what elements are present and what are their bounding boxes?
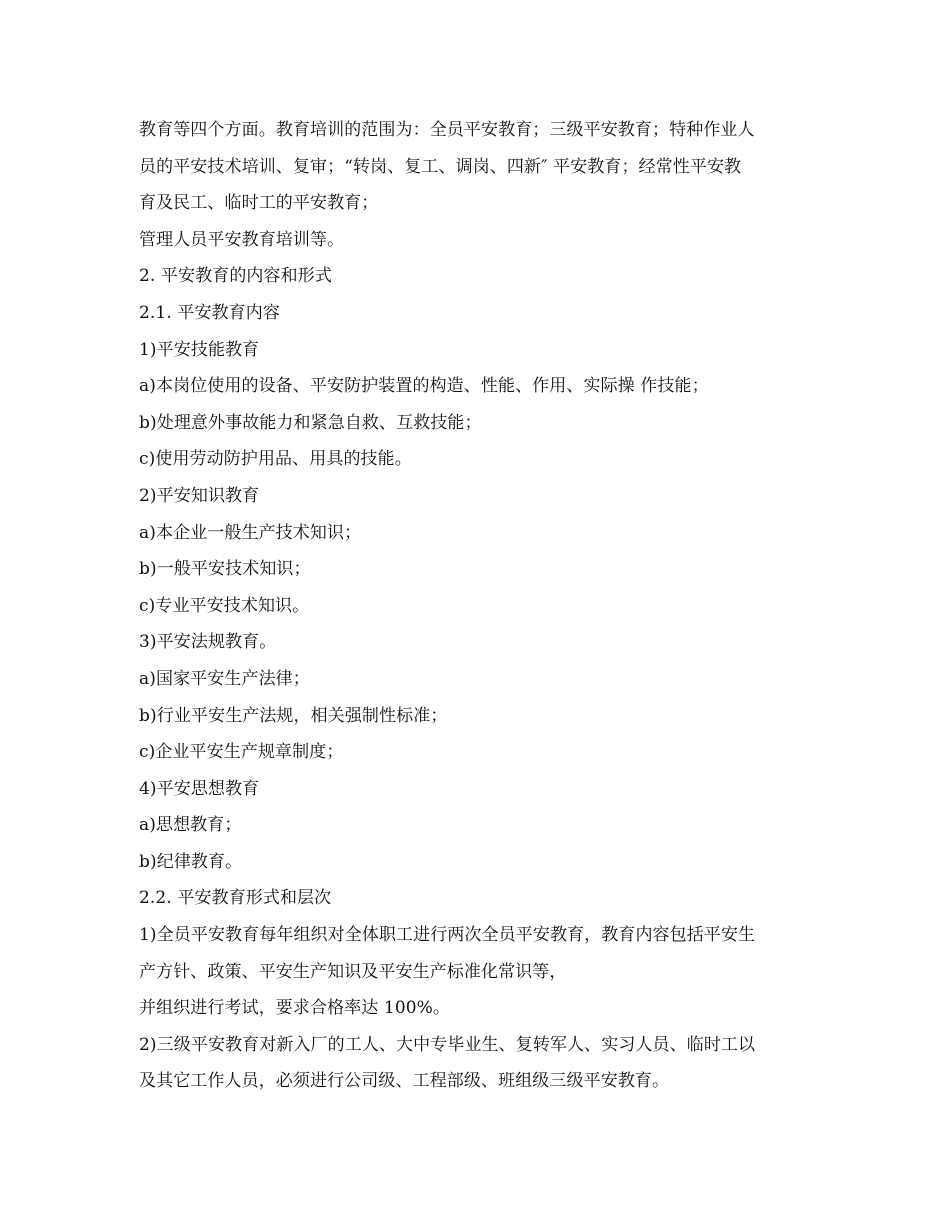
list-item: b)处理意外事故能力和紧急自救、互救技能； <box>139 412 482 433</box>
text-line: 2)三级平安教育对新入厂的工人、大中专毕业生、复转军人、实习人员、临时工以 <box>139 1034 756 1055</box>
list-item: a)本企业一般生产技术知识； <box>139 522 362 543</box>
list-item: c)使用劳动防护用品、用具的技能。 <box>139 449 412 470</box>
list-item: c)企业平安生产规章制度； <box>139 742 344 763</box>
list-heading: 1)平安技能教育 <box>139 339 260 360</box>
text-line: 并组织进行考试，要求合格率达 100%。 <box>139 998 451 1019</box>
list-heading: 4)平安思想教育 <box>139 778 260 799</box>
list-item: b)纪律教育。 <box>139 851 243 872</box>
list-item: a)国家平安生产法律； <box>139 668 310 689</box>
text-line: 1)全员平安教育每年组织对全体职工进行两次全员平安教育，教育内容包括平安生 <box>139 925 756 946</box>
text-line: 员的平安技术培训、复审；“转岗、复工、调岗、四新″ 平安教育；经常性平安教 <box>139 156 742 177</box>
list-item: b)一般平安技术知识； <box>139 559 311 580</box>
list-heading: 2)平安知识教育 <box>139 485 260 506</box>
section-heading: 2. 平安教育的内容和形式 <box>139 266 332 287</box>
text-line: 产方针、政策、平安生产知识及平安生产标准化常识等， <box>139 961 567 982</box>
subsection-heading: 2.2. 平安教育形式和层次 <box>139 888 332 909</box>
text-line: 管理人员平安教育培训等。 <box>139 229 345 250</box>
list-heading: 3)平安法规教育。 <box>139 632 277 653</box>
document-body <box>139 112 819 1100</box>
subsection-heading: 2.1. 平安教育内容 <box>139 302 280 323</box>
list-item: c)专业平安技术知识。 <box>139 595 310 616</box>
text-line: 教育等四个方面。教育培训的范围为：全员平安教育；三级平安教育；特种作业人 <box>139 120 755 140</box>
text-line: 育及民工、临时工的平安教育； <box>139 193 379 214</box>
list-item: a)本岗位使用的设备、平安防护装置的构造、性能、作用、实际操 作技能； <box>139 376 709 397</box>
text-line: 及其它工作人员，必须进行公司级、工程部级、班组级三级平安教育。 <box>139 1071 670 1092</box>
list-item: b)行业平安生产法规，相关强制性标准； <box>139 705 448 726</box>
list-item: a)思想教育； <box>139 815 242 836</box>
